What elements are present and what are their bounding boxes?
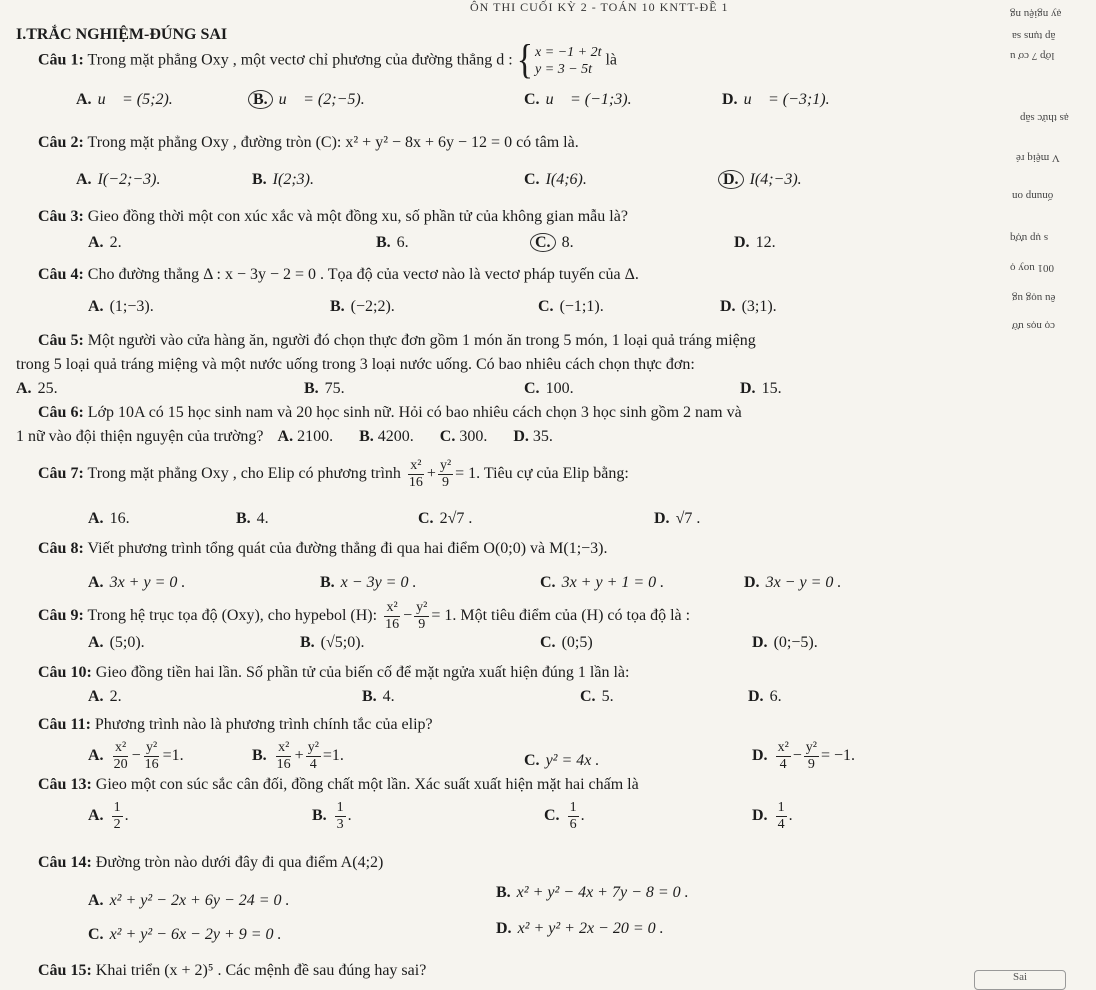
equation-system: { x = −1 + 2t y = 3 − 5t xyxy=(516,38,602,83)
q9-option-d: D. (0;−5). xyxy=(752,634,818,651)
q10-option-d: D. 6. xyxy=(748,688,782,705)
question-1: Câu 1: Trong mặt phẳng Oxy , một vectơ chỉ phương của đường thẳng d : { x = −1 + 2t y = 3 − 5t là xyxy=(38,38,618,83)
q10-option-c: C. 5. xyxy=(580,688,614,705)
question-6-continued: 1 nữ vào đội thiện nguyện của trường? A. 2100. B. 4200. C. 300. D. 35. xyxy=(16,428,553,445)
q10-option-b: B. 4. xyxy=(362,688,395,705)
q8-option-d: D. 3x − y = 0 . xyxy=(744,574,842,591)
q4-option-d: D. (3;1). xyxy=(720,298,777,315)
q7-option-c: C. 2√7 . xyxy=(418,510,473,527)
q5-option-c: C. 100. xyxy=(524,380,574,397)
q13-option-a: A. $\frac{1}{2}$ . xyxy=(88,800,129,832)
q1-option-c: C. u⃗ = (−1;3). xyxy=(524,91,632,108)
question-2: Câu 2: Trong mặt phẳng Oxy , đường tròn (C): x² + y² − 8x + 6y − 12 = 0 có tâm là. xyxy=(38,134,579,151)
question-10: Câu 10: Gieo đồng tiền hai lần. Số phần tử của biến cố để mặt ngửa xuất hiện đúng 1 lần là: xyxy=(38,664,630,681)
q14-option-a: A. x² + y² − 2x + 6y − 24 = 0 . xyxy=(88,892,290,909)
q2-option-d: D. I(4;−3). xyxy=(722,171,802,189)
mirrored-margin-text: ạy ngiệu ng ăp tụns sa lớp 7 cơ u ạs thức săp V mệiq ré ốnunp on s ụp ượq 001 uoy ọ êu uọg ug cọ nọs ườ xyxy=(1010,8,1069,332)
q5-option-b: B. 75. xyxy=(304,380,345,397)
q14-option-b: B. x² + y² − 4x + 7y − 8 = 0 . xyxy=(496,884,689,901)
question-14: Câu 14: Đường tròn nào dưới đây đi qua điểm A(4;2) xyxy=(38,854,384,871)
question-3: Câu 3: Gieo đồng thời một con xúc xắc và một đồng xu, số phần tử của không gian mẫu là? xyxy=(38,208,628,225)
question-15: Câu 15: Khai triển (x + 2)⁵ . Các mệnh đề sau đúng hay sai? xyxy=(38,962,427,979)
answer-table-badge: Sai xyxy=(974,970,1066,990)
question-5: Câu 5: Một người vào cửa hàng ăn, người đó chọn thực đơn gồm 1 món ăn trong 5 món, 1 loại quả tráng miệng xyxy=(38,332,756,349)
q7-option-b: B. 4. xyxy=(236,510,269,527)
q8-option-a: A. 3x + y = 0 . xyxy=(88,574,186,591)
q4-option-c: C. (−1;1). xyxy=(538,298,604,315)
q10-option-a: A. 2. xyxy=(88,688,122,705)
question-6: Câu 6: Lớp 10A có 15 học sinh nam và 20 học sinh nữ. Hỏi có bao nhiêu cách chọn 3 học sinh gồm 2 nam và xyxy=(38,404,742,421)
q7-option-d: D. √7 . xyxy=(654,510,701,527)
q9-option-b: B. (√5;0). xyxy=(300,634,365,651)
q8-option-c: C. 3x + y + 1 = 0 . xyxy=(540,574,665,591)
q11-option-d: D. $\frac{\text{x²}}{4}$ − $\frac{\text{y²}}{9}$ = −1. xyxy=(752,740,856,772)
q2-option-c: C. I(4;6). xyxy=(524,171,587,188)
q4-option-a: A. (1;−3). xyxy=(88,298,154,315)
q14-option-c: C. x² + y² − 6x − 2y + 9 = 0 . xyxy=(88,926,282,943)
question-9: Câu 9: Trong hệ trục tọa độ (Oxy), cho hypebol (H): $\frac{\text{x²}}{16}$ − $\frac{\text{y²}}{9}$ = 1. Một tiêu điểm của (H) có tọa độ là : xyxy=(38,600,691,632)
q3-option-d: D. 12. xyxy=(734,234,776,251)
q5-option-d: D. 15. xyxy=(740,380,782,397)
q3-option-b: B. 6. xyxy=(376,234,409,251)
question-4: Câu 4: Cho đường thẳng Δ : x − 3y − 2 = 0 . Tọa độ của vectơ nào là vectơ pháp tuyến của Δ. xyxy=(38,266,639,283)
q11-option-b: B. $\frac{\text{x²}}{16}$ + $\frac{\text{y²}}{4}$ =1. xyxy=(252,740,344,772)
q1-option-b: B. u⃗ = (2;−5). xyxy=(252,91,365,109)
q3-option-c: C. 8. xyxy=(534,234,574,252)
section-title: I.TRẮC NGHIỆM-ĐÚNG SAI xyxy=(16,26,228,43)
q9-option-a: A. (5;0). xyxy=(88,634,145,651)
q2-option-a: A. I(−2;−3). xyxy=(76,171,161,188)
page-header: ÔN THI CUỐI KỲ 2 - TOÁN 10 KNTT-ĐỀ 1 xyxy=(470,0,729,14)
q1-option-d: D. u⃗ = (−3;1). xyxy=(722,91,830,108)
q4-option-b: B. (−2;2). xyxy=(330,298,395,315)
q5-option-a: A. 25. xyxy=(16,380,58,397)
q2-option-b: B. I(2;3). xyxy=(252,171,314,188)
q3-option-a: A. 2. xyxy=(88,234,122,251)
q11-option-a: A. $\frac{\text{x²}}{20}$ − $\frac{\text{y²}}{16}$ =1. xyxy=(88,740,184,772)
q13-option-c: C. $\frac{1}{6}$ . xyxy=(544,800,585,832)
question-7: Câu 7: Trong mặt phẳng Oxy , cho Elip có phương trình $\frac{\text{x²}}{16}$ + $\frac{\text{y²}}{9}$ = 1. Tiêu cự của Elip bằng: xyxy=(38,458,629,490)
q13-option-d: D. $\frac{1}{4}$ . xyxy=(752,800,793,832)
q14-option-d: D. x² + y² + 2x − 20 = 0 . xyxy=(496,920,664,937)
q7-option-a: A. 16. xyxy=(88,510,130,527)
q8-option-b: B. x − 3y = 0 . xyxy=(320,574,417,591)
q9-option-c: C. (0;5) xyxy=(540,634,593,651)
question-11: Câu 11: Phương trình nào là phương trình chính tắc của elip? xyxy=(38,716,433,733)
question-5-continued: trong 5 loại quả tráng miệng và một nước uống trong 3 loại nước uống. Có bao nhiêu cách chọn thực đơn: xyxy=(16,356,695,373)
q1-option-a: A. u⃗ = (5;2). xyxy=(76,91,173,108)
q11-option-c: C. y² = 4x . xyxy=(524,752,600,769)
question-13: Câu 13: Gieo một con súc sắc cân đối, đồng chất một lần. Xác suất xuất hiện mặt hai chấm là xyxy=(38,776,639,793)
question-8: Câu 8: Viết phương trình tổng quát của đường thẳng đi qua hai điểm O(0;0) và M(1;−3). xyxy=(38,540,608,557)
q13-option-b: B. $\frac{1}{3}$ . xyxy=(312,800,352,832)
